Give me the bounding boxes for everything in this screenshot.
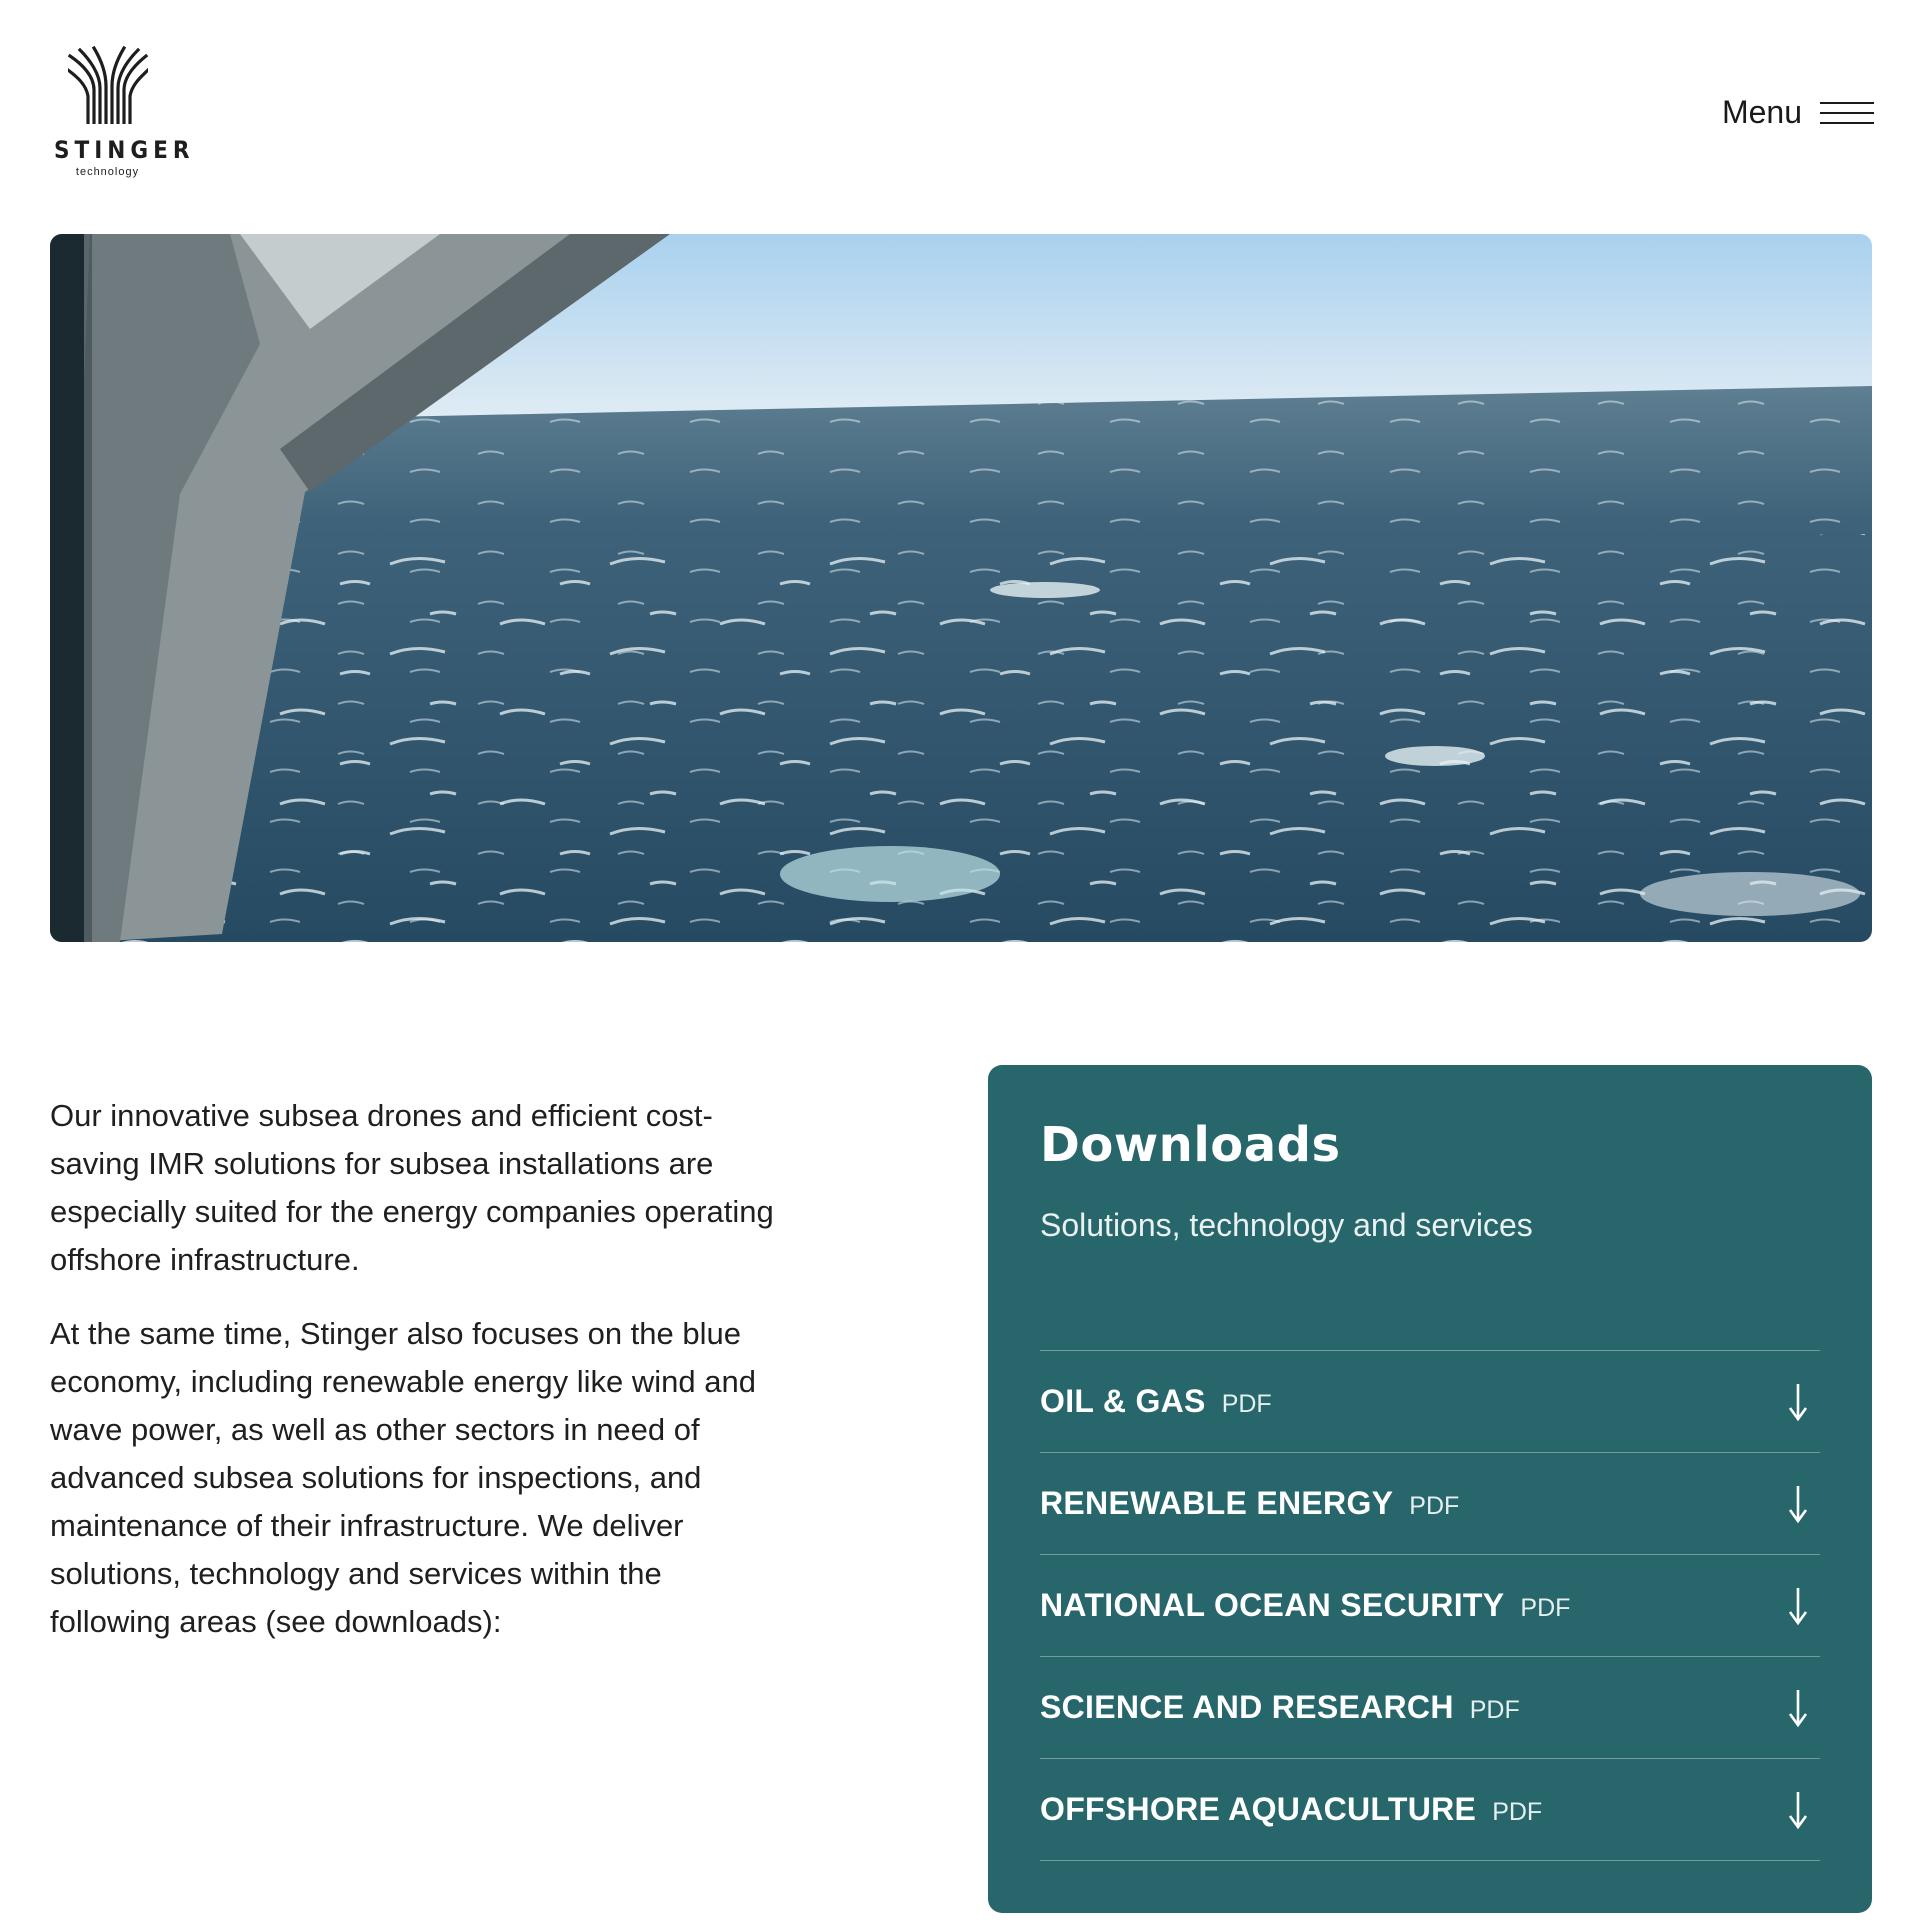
download-item-science-research[interactable] <box>1040 1657 1820 1759</box>
download-label: RENEWABLE ENERGY <box>1040 1485 1394 1521</box>
logo-tagline: technology <box>75 166 140 178</box>
download-filetype: PDF <box>1520 1594 1571 1622</box>
stinger-logo-icon <box>68 46 148 124</box>
ocean-hero-graphic <box>50 234 1872 942</box>
hamburger-icon <box>1820 100 1874 126</box>
download-filetype: PDF <box>1409 1492 1460 1520</box>
download-arrow-icon[interactable] <box>1786 1688 1810 1728</box>
download-filetype: PDF <box>1492 1798 1543 1826</box>
download-label: SCIENCE AND RESEARCH <box>1040 1689 1454 1725</box>
download-filetype: PDF <box>1221 1390 1272 1418</box>
intro-paragraph-1: Our innovative subsea drones and efficient cost-saving IMR solutions for subsea installations are especially suited for the energy companies operating offshore infrastructure. <box>50 1098 774 1277</box>
menu-button[interactable] <box>1722 94 1874 131</box>
intro-text <box>50 1092 780 1646</box>
hero-image <box>50 234 1872 942</box>
download-filetype: PDF <box>1469 1696 1520 1724</box>
download-arrow-icon[interactable] <box>1786 1382 1810 1422</box>
download-item-offshore-aquaculture[interactable] <box>1040 1759 1820 1861</box>
download-arrow-icon[interactable] <box>1786 1790 1810 1830</box>
download-label: OIL & GAS <box>1040 1383 1206 1419</box>
download-label: OFFSHORE AQUACULTURE <box>1040 1791 1477 1827</box>
downloads-title: Downloads <box>1040 1117 1341 1173</box>
download-arrow-icon[interactable] <box>1786 1586 1810 1626</box>
downloads-list <box>1040 1350 1820 1861</box>
stinger-logo[interactable] <box>50 46 195 186</box>
download-item-national-ocean-security[interactable] <box>1040 1555 1820 1657</box>
download-item-renewable-energy[interactable] <box>1040 1453 1820 1555</box>
downloads-subtitle: Solutions, technology and services <box>1040 1207 1533 1243</box>
intro-paragraph-2: At the same time, Stinger also focuses on the blue economy, including renewable energy like wind and wave power, as well as other sectors in need of advanced subsea solutions for inspections, and maintenance of their infrastructure. We deliver solutions, technology and services within the following areas (see downloads): <box>50 1316 756 1639</box>
menu-label: Menu <box>1721 94 1802 130</box>
download-item-oil-gas[interactable] <box>1040 1351 1820 1453</box>
logo-wordmark: STINGER <box>54 136 195 164</box>
download-label: NATIONAL OCEAN SECURITY <box>1040 1587 1505 1623</box>
download-arrow-icon[interactable] <box>1786 1484 1810 1524</box>
downloads-panel <box>988 1065 1872 1913</box>
